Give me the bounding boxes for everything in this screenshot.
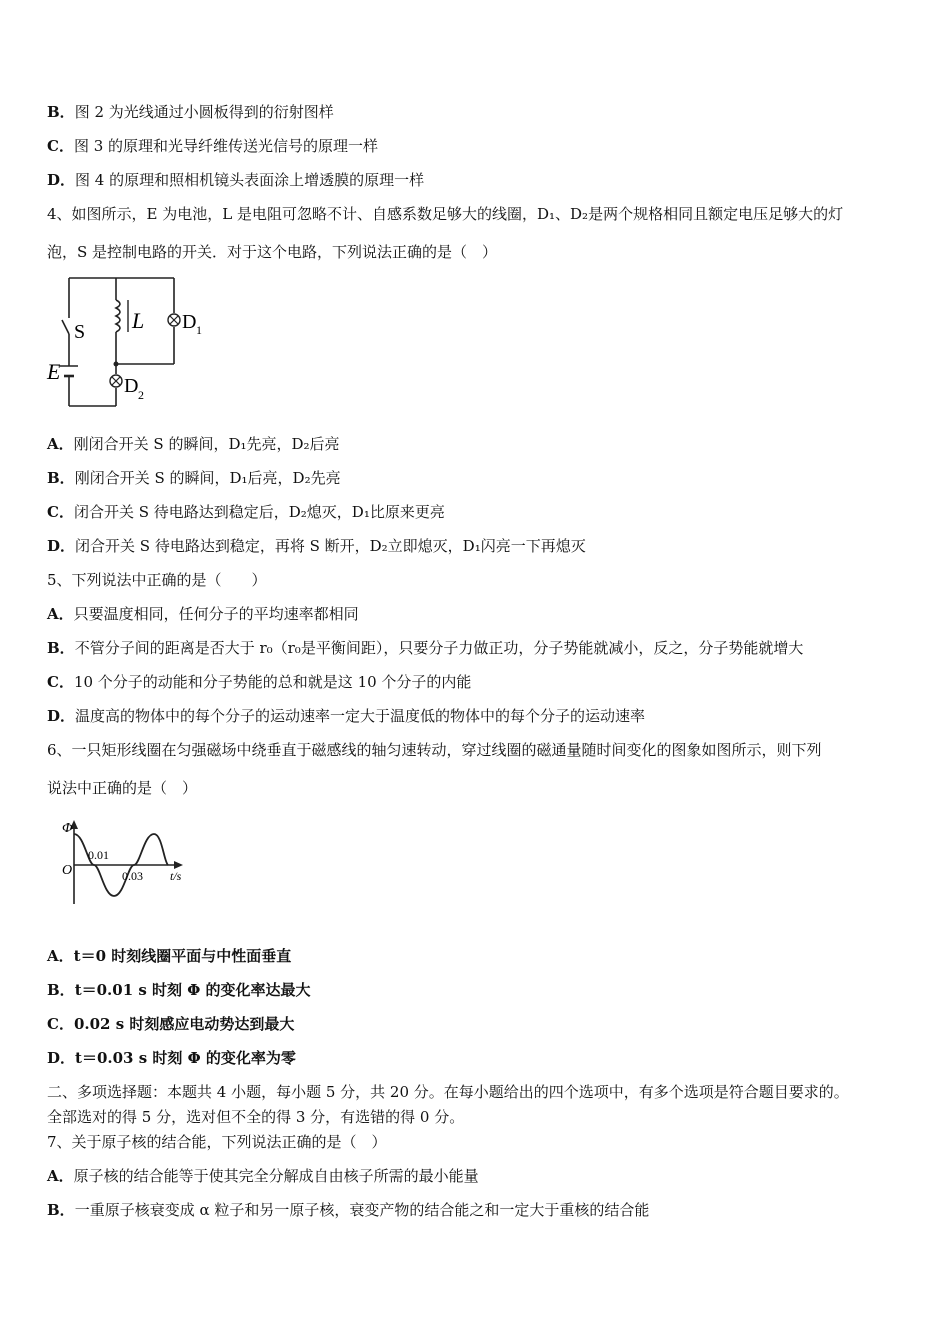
q3-option-d: D．图 4 的原理和照相机镜头表面涂上增透膜的原理一样 [47, 171, 425, 189]
q5-option-d: D．温度高的物体中的每个分子的运动速率一定大于温度低的物体中的每个分子的运动速率 [47, 707, 646, 725]
junction-dot [114, 362, 119, 367]
label-phi: Φ [62, 821, 73, 836]
q4-stem-line2: 泡，S 是控制电路的开关．对于这个电路，下列说法正确的是（ ） [47, 243, 498, 261]
label-s: S [74, 321, 86, 343]
label-tick-003: 0.03 [122, 869, 143, 883]
q6-option-b: B．t＝0.01 s 时刻 Φ 的变化率达最大 [47, 981, 311, 999]
x-axis-arrow [174, 861, 183, 869]
q5-option-c: C．10 个分子的动能和分子势能的总和就是这 10 个分子的内能 [47, 673, 472, 691]
q4-circuit-figure [44, 268, 214, 413]
q6-option-d: D．t＝0.03 s 时刻 Φ 的变化率为零 [47, 1049, 296, 1067]
q6-option-c: C．0.02 s 时刻感应电动势达到最大 [47, 1015, 295, 1033]
q4-option-b: B．刚闭合开关 S 的瞬间，D₁后亮，D₂先亮 [47, 469, 341, 487]
label-tick-001: 0.01 [88, 848, 109, 862]
q6-stem-line2: 说法中正确的是（ ） [47, 779, 198, 797]
q6-option-a: A．t＝0 时刻线圈平面与中性面垂直 [47, 947, 292, 965]
q5-stem: 5、下列说法中正确的是（ ） [47, 571, 267, 589]
q5-option-b: B．不管分子间的距离是否大于 r₀（r₀是平衡间距），只要分子力做正功，分子势能就减小，反之，分子势能就增大 [47, 639, 804, 657]
q3-option-c: C．图 3 的原理和光导纤维传送光信号的原理一样 [47, 137, 379, 155]
lamp-d2-icon [110, 375, 122, 387]
q4-stem-line1: 4、如图所示，E 为电池，L 是电阻可忽略不计、自感系数足够大的线圈，D₁、D₂是两个规格相同且额定电压足够大的灯 [47, 205, 844, 223]
label-d1: D [182, 311, 197, 333]
q6-stem-line1: 6、一只矩形线圈在匀强磁场中绕垂直于磁感线的轴匀速转动，穿过线圈的磁通量随时间变化的图象如图所示，则下列 [47, 741, 822, 759]
label-t-axis: t/s [170, 869, 182, 883]
q7-stem: 7、关于原子核的结合能，下列说法正确的是（ ） [47, 1133, 387, 1151]
q7-option-b: B．一重原子核衰变成 α 粒子和另一原子核，衰变产物的结合能之和一定大于重核的结合能 [47, 1201, 650, 1219]
label-l: L [132, 308, 145, 333]
label-d2-sub: 2 [138, 388, 144, 402]
q4-option-c: C．闭合开关 S 待电路达到稳定后，D₂熄灭，D₁比原来更亮 [47, 503, 445, 521]
q3-option-b: B．图 2 为光线通过小圆板得到的衍射图样 [47, 103, 334, 121]
label-d1-sub: 1 [196, 323, 202, 337]
q5-option-a: A．只要温度相同，任何分子的平均速率都相同 [47, 605, 359, 623]
q4-option-a: A．刚闭合开关 S 的瞬间，D₁先亮，D₂后亮 [47, 435, 340, 453]
q4-option-d: D．闭合开关 S 待电路达到稳定，再将 S 断开，D₂立即熄灭，D₁闪亮一下再熄灭 [47, 537, 586, 555]
section2-instructions-line1: 二、多项选择题：本题共 4 小题，每小题 5 分，共 20 分。在每小题给出的四个选项中，有多个选项是符合题目要求的。 [47, 1083, 849, 1101]
q6-flux-graph [46, 812, 226, 912]
lamp-d1-icon [168, 314, 180, 326]
label-origin: O [62, 863, 73, 878]
section2-instructions-line2: 全部选对的得 5 分，选对但不全的得 3 分，有选错的得 0 分。 [47, 1108, 465, 1126]
label-e: E [47, 359, 61, 384]
label-d2: D [124, 375, 139, 397]
q7-option-a: A．原子核的结合能等于使其完全分解成自由核子所需的最小能量 [47, 1167, 479, 1185]
